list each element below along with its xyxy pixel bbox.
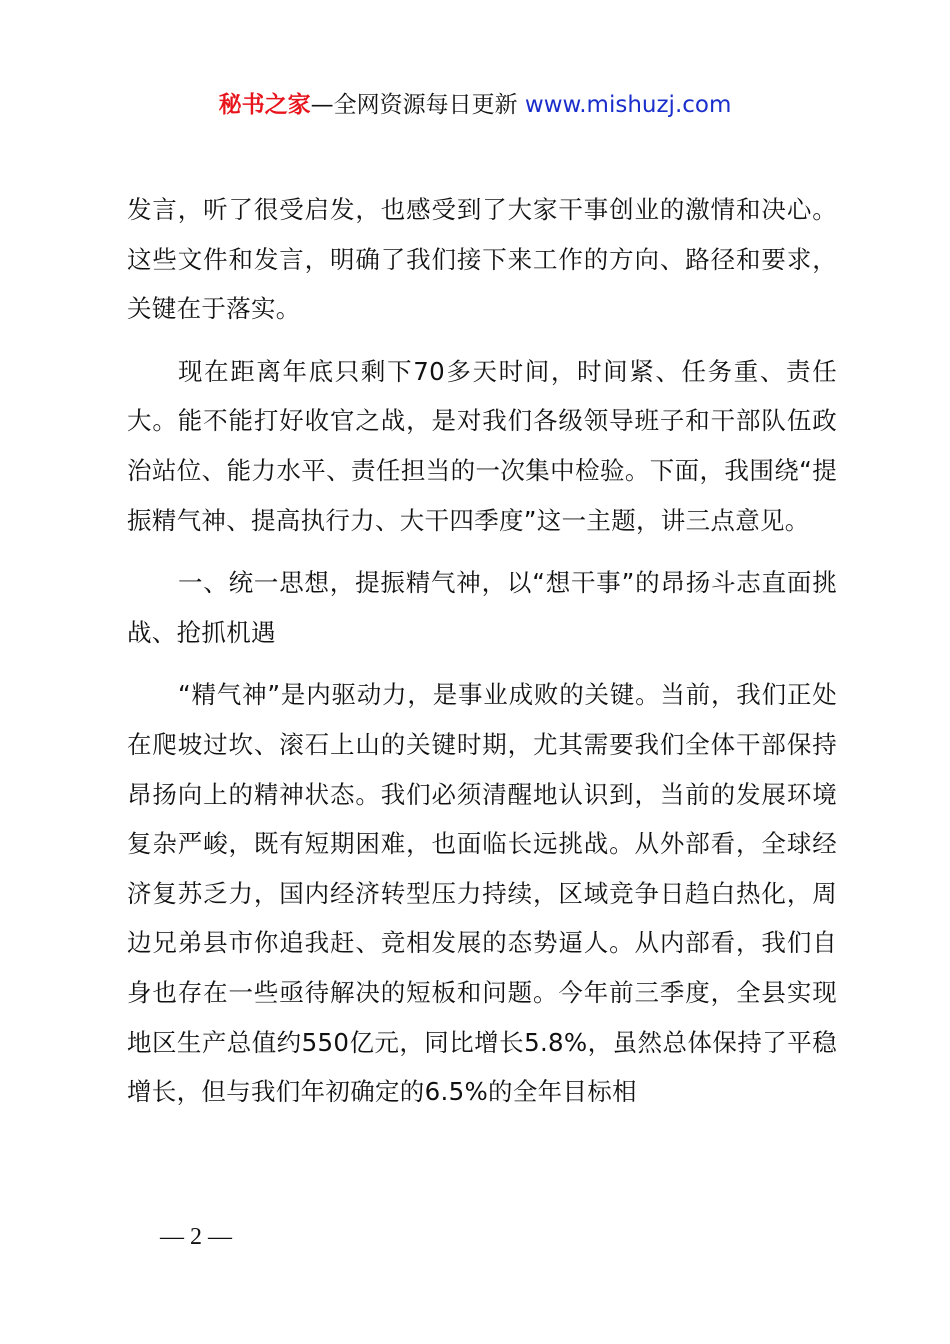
page-header [0, 88, 950, 122]
page-number: — 2 — [160, 1224, 232, 1250]
section-heading-1: 一、统一思想，提振精气神，以“想干事”的昂扬斗志直面挑战、抢抓机遇 [127, 568, 837, 647]
paragraph-body: “精气神”是内驱动力，是事业成败的关键。当前，我们正处在爬坡过坎、滚石上山的关键时期，尤其需要我们全体干部保持昂扬向上的精神状态。我们必须清醒地认识到，当前的发展环境复杂严峻，既有短期困难，也面临长远挑战。从外部看，全球经济复苏乏力，国内经济转型压力持续，区域竞争日趋白热化，周边兄弟县市你追我赶、竞相发展的态势逼人。从内部看，我们自身也存在一些亟待解决的短板和问题。今年前三季度，全县实现地区生产总值约550亿元，同比增长5.8%，虽然总体保持了平稳增长，但与我们年初确定的6.5%的全年目标相 [127, 680, 837, 1107]
header-url[interactable]: www.mishuzj.com [524, 92, 732, 118]
paragraph-continuation: 发言，听了很受启发，也感受到了大家干事创业的激情和决心。这些文件和发言，明确了我们接下来工作的方向、路径和要求，关键在于落实。 [127, 195, 837, 324]
header-brand: 秘书之家 [218, 92, 311, 118]
document-body [127, 185, 837, 1130]
header-tagline: —全网资源每日更新 [310, 92, 518, 118]
paragraph-intro: 现在距离年底只剩下70多天时间，时间紧、任务重、责任大。能不能打好收官之战，是对我们各级领导班子和干部队伍政治站位、能力水平、责任担当的一次集中检验。下面，我围绕“提振精气神、提高执行力、大干四季度”这一主题，讲三点意见。 [127, 356, 837, 535]
